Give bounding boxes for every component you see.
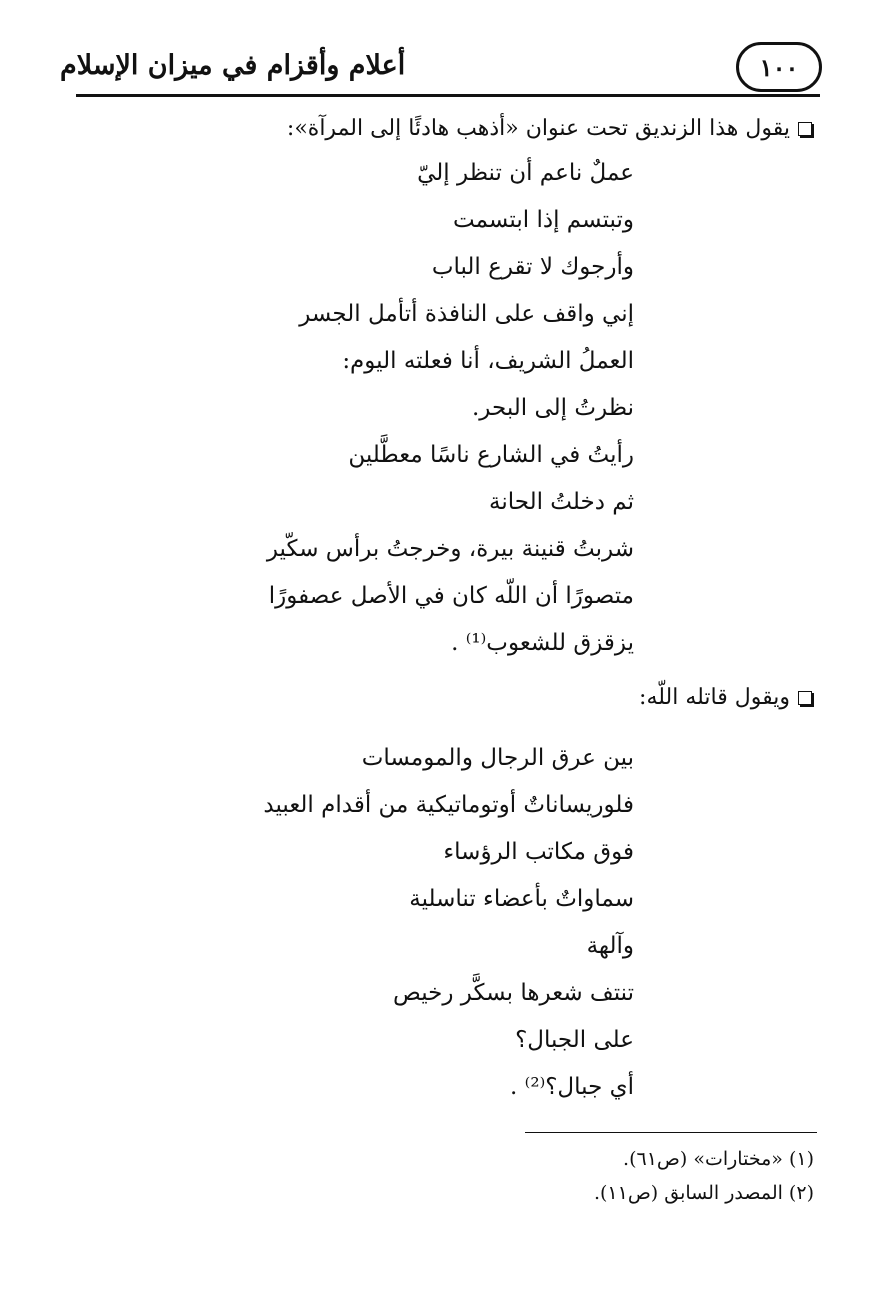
verse-line: شربتُ قنينة بيرة، وخرجتُ برأس سكّير [266,536,634,562]
footnote: (١) «مختارات» (ص٦١). [623,1148,814,1170]
intro-text-2: ويقول قاتله اللّه: [639,685,790,710]
verse-line: سماواتٌ بأعضاء تناسلية [409,886,634,912]
verse-line: وآلهة [586,933,634,959]
verse-line: يزقزق للشعوب⁽¹⁾ . [451,630,634,656]
intro-paragraph-2 [639,685,812,710]
book-title: أعلام وأقزام في ميزان الإسلام [60,50,406,81]
verse-line: وتبتسم إذا ابتسمت [453,207,634,233]
verse-line: عملٌ ناعم أن تنظر إليّ [417,160,634,186]
verse-line: العملُ الشريف، أنا فعلته اليوم: [342,348,634,374]
verse-line: نظرتُ إلى البحر. [472,395,634,421]
header-divider [76,94,820,97]
footnotes [594,1142,814,1210]
verse-line: بين عرق الرجال والمومسات [361,745,634,771]
verse-line: ثم دخلتُ الحانة [489,489,634,515]
verse-line: إني واقف على النافذة أتأمل الجسر [299,301,634,327]
verse-line: وأرجوك لا تقرع الباب [431,254,634,280]
page-number: ١٠٠ [736,42,822,92]
footnote: (٢) المصدر السابق (ص١١). [593,1182,814,1204]
verse-line: فوق مكاتب الرؤساء [443,839,634,865]
verse-line: فلوريساناتٌ أوتوماتيكية من أقدام العبيد [263,792,634,818]
square-bullet-icon [798,122,812,136]
intro-text-1: يقول هذا الزنديق تحت عنوان «أذهب هادئًا إلى المرآة»: [286,116,790,141]
page-header [60,30,820,94]
intro-paragraph-1 [287,116,812,141]
verse-line: تنتف شعرها بسكَّر رخيص [393,980,634,1006]
footnote-divider [525,1132,817,1133]
verse-line: رأيتُ في الشارع ناسًا معطَّلين [348,442,634,468]
verse-line: أي جبال؟⁽²⁾ . [510,1074,634,1100]
poem-1 [267,150,634,667]
square-bullet-icon [798,691,812,705]
verse-line: متصورًا أن اللّه كان في الأصل عصفورًا [268,583,634,609]
poem-2 [263,735,634,1111]
verse-line: على الجبال؟ [515,1027,634,1053]
